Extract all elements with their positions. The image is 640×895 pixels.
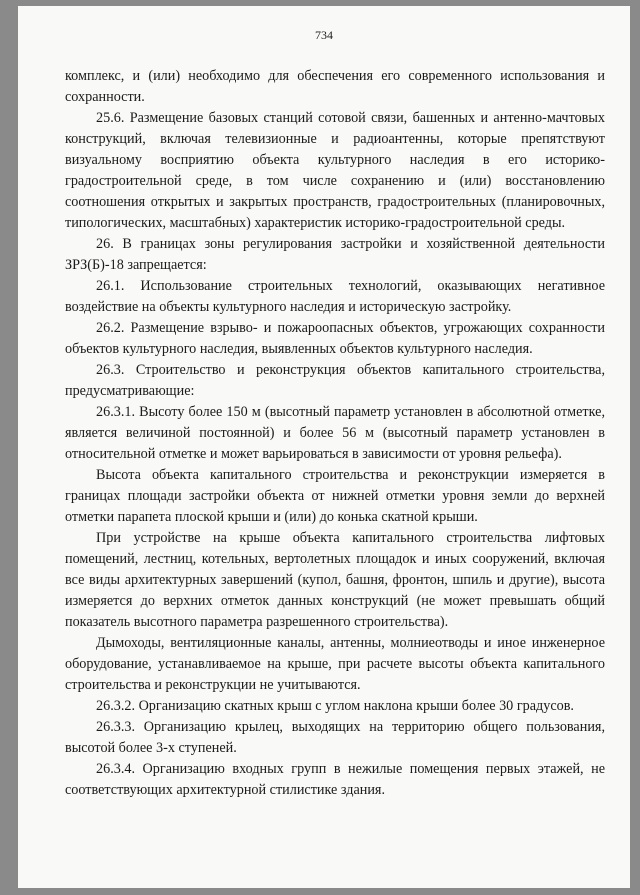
document-page <box>18 6 630 888</box>
page-number: 734 <box>315 28 333 42</box>
paragraph: 26.3.2. Организацию скатных крыш с углом наклона крыши более 30 градусов. <box>96 698 574 714</box>
paragraph: 26.1. Использование строительных технологий, оказывающих негативное воздействие на объекты культурного наследия и историческую застройку. <box>65 278 605 315</box>
paragraph: комплекс, и (или) необходимо для обеспечения его современного использования и сохранности. <box>65 68 605 105</box>
document-body <box>65 66 605 801</box>
paragraph: 25.6. Размещение базовых станций сотовой связи, башенных и антенно-мачтовых конструкций, включая телевизионные и радиоантенны, которые препятствуют визуальному восприятию объекта культурного наследия в его историко-градостроительной среде, в том числе сохранению и (или) восстановлению соотношения открытых и закрытых пространств, градостроительных (планировочных, типологических, масштабных) характеристик историко-градостроительной среды. <box>65 110 605 231</box>
paragraph: 26.3.4. Организацию входных групп в нежилые помещения первых этажей, не соответствующих архитектурной стилистике здания. <box>65 761 605 798</box>
paragraph: 26.3.3. Организацию крылец, выходящих на территорию общего пользования, высотой более 3-х ступеней. <box>65 719 605 756</box>
paragraph: 26. В границах зоны регулирования застройки и хозяйственной деятельности ЗРЗ(Б)-18 запрещается: <box>65 236 605 273</box>
paragraph: 26.3. Строительство и реконструкция объектов капитального строительства, предусматривающие: <box>65 362 605 399</box>
paragraph: 26.3.1. Высоту более 150 м (высотный параметр установлен в абсолютной отметке, является величиной постоянной) и более 56 м (высотный параметр установлен в относительной отметке и может варьироваться в зависимости от уровня рельефа). <box>65 404 605 462</box>
paragraph: 26.2. Размещение взрыво- и пожароопасных объектов, угрожающих сохранности объектов культурного наследия, выявленных объектов культурного наследия. <box>65 320 605 357</box>
paragraph: Высота объекта капитального строительства и реконструкции измеряется в границах площади застройки объекта от нижней отметки уровня земли до верхней отметки парапета плоской крыши и (или) до конька скатной крыши. <box>65 467 605 525</box>
paragraph: При устройстве на крыше объекта капитального строительства лифтовых помещений, лестниц, котельных, вертолетных площадок и иных сооружений, включая все виды архитектурных завершений (купол, башня, фронтон, шпиль и другие), высота измеряется до верхних отметок данных конструкций (не может превышать общий показатель высотного параметра разрешенного строительства). <box>65 530 605 630</box>
paragraph: Дымоходы, вентиляционные каналы, антенны, молниеотводы и иное инженерное оборудование, устанавливаемое на крыше, при расчете высоты объекта капитального строительства и реконструкции не учитываются. <box>65 635 605 693</box>
